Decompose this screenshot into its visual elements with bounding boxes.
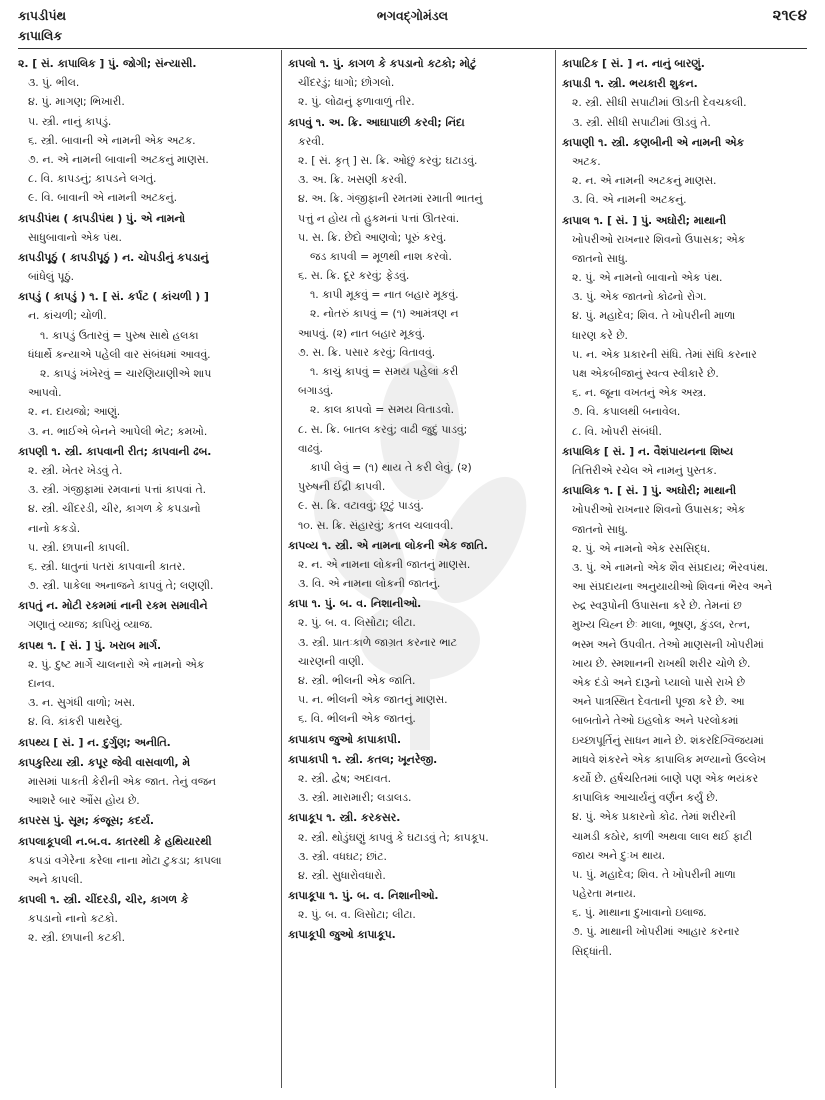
entry-sense-line: ૬. વિ. ભીલની એક જાતનું. (298, 712, 416, 726)
entry-sense-line: ૩. પું. ભીલ. (28, 76, 80, 90)
entry-headword-line: કાપડીપંથ ( કાપડીપંથ ) પું. એ નામનો (18, 211, 186, 225)
entry-sense-line: ૭. પું. માથાની ખોપરીમાં આહાર કરનાર (572, 925, 740, 939)
entry-sense-line: ખાય છે. સ્મશાનની રાખથી શરીર ચોળે છે. (572, 656, 751, 670)
page-number: ૨૧૯૪ (772, 6, 807, 24)
entry-sense-line: ૨. સ્ત્રી. સીધી સપાટીમાં ઊડતી દેવચકલી. (572, 96, 747, 110)
dictionary-entry (18, 733, 276, 752)
entry-headword-line: કાપથ ૧. [ સં. ] પું. ખરાબ માર્ગ. (18, 638, 162, 652)
entry-headword-line: કાપવ્ય ૧. સ્ત્રી. એ નામના લોકની એક જાતિ. (288, 538, 488, 552)
entry-headword-line: કાપડું ( કાપડું ) ૧. [ સં. કર્પટ ( કાંચળી ) ] (18, 290, 209, 304)
dictionary-entry (562, 54, 808, 73)
dictionary-entry (288, 925, 550, 944)
entry-sense-line: ૩. સ્ત્રી. સીધી સપાટીમાં ઊડવું તે. (572, 115, 711, 129)
entry-sense-line: ભસ્મ અને ઉપવીત. તેઓ માણસની ખોપરીમાં (572, 637, 764, 651)
entry-headword-line: કાપાલ ૧. [ સં. ] પું. અઘોરી; માથાની (562, 213, 727, 227)
dictionary-entry (562, 481, 808, 961)
entry-sense-line: પહેરતા મનાય. (572, 887, 637, 901)
dictionary-entry (18, 54, 276, 208)
entry-sense-line: મુખ્ય ચિહ્ન છેઃ માલા, ભૂષણ, કુંડલ, રત્ન, (572, 618, 751, 632)
entry-sense-line: જાય અને દુઃખ થાય. (572, 848, 666, 862)
entry-headword-line: કાપાલિક ૧. [ સં. ] પું. અઘોરી; માથાની (562, 484, 737, 498)
entry-sense-line: ૬. સ્ત્રી. બાવાની એ નામની એક અટક. (28, 133, 196, 147)
entry-sense-line: જાતનો સાધુ. (572, 251, 628, 265)
entry-sense-line: નાનો કકડો. (28, 521, 81, 535)
entry-sense-line: વાઢવું. (298, 441, 323, 455)
entry-sense-line: ૪. પું. એક પ્રકારનો કોઢ. તેમાં શરીરની (572, 810, 737, 824)
entry-sense-line: ૫. ન. ભીલની એક જાતનું માણસ. (298, 693, 448, 707)
entry-sense-line: ૮. વિ. ખોપરી સંબંધી. (572, 424, 662, 438)
dictionary-entry (18, 753, 276, 811)
entry-headword-line: કાપાણી ૧. સ્ત્રી. કણબીની એ નામની એક (562, 135, 744, 149)
entry-sense-line: ૩. વિ. એ નામના લોકની જાતનું. (298, 577, 441, 591)
dictionary-entry (18, 287, 276, 441)
entry-sense-line: પક્ષ એકબીજાનું સ્વત્વ સ્વીકારે છે. (572, 367, 719, 380)
entry-headword-line: કાપલાકૂપલી ન.બ.વ. કાતરથી કે હથિયારથી (18, 834, 212, 848)
entry-sense-line: ૧. કાપડું ઉતારવું = પુરુષ સાથે હલકા (40, 328, 199, 342)
entry-sense-line: ૪. પું. માગણ; ભિખારી. (28, 95, 125, 109)
entry-sense-line: ૩. ન. ભાઈએ બેનને આપેલી ભેટ; કમખો. (28, 424, 208, 438)
entry-sense-line: ૩. સ્ત્રી. ગંજીફામાં રમવાનાં પત્તાં કાપવાં તે. (28, 483, 207, 497)
entry-sense-line: ૩. અ. ક્રિ. ખસણી કરવી. (298, 173, 408, 187)
entry-sense-line: કપડાં વગેરેના કરેલા નાના મોટા ટુકડા; કાપલા (28, 853, 222, 867)
entry-headword-line: કાપણી ૧. સ્ત્રી. કાપવાની રીત; કાપવાની ઢબ. (18, 444, 212, 458)
dictionary-entry (18, 248, 276, 286)
entry-sense-line: ૬. ન. જૂના વખતનું એક અસ્ત્ર. (572, 386, 707, 400)
entry-sense-line: ૬. સ. ક્રિ. દૂર કરવું; ફેડવું. (298, 269, 410, 283)
entry-sense-line: ૪. પું. મહાદેવ; શિવ. તે ખોપરીની માળા (572, 309, 736, 323)
entry-sense-line: કર્યો છે. હર્ષચરિતમાં બાણે પણ એક ભયંકર (572, 771, 759, 785)
dictionary-entry (562, 74, 808, 132)
entry-sense-line: આપવું. (૨) નાત બહાર મૂકવું. (298, 326, 426, 340)
entry-sense-line: ૨. પું. દુષ્ટ માર્ગે ચાલનારો એ નામનો એક (28, 657, 205, 671)
entry-headword-line: કાપાકાપ જુઓ કાપાકાપી. (288, 732, 402, 746)
entry-sense-line: ખોપરીઓ રાખનાર શિવનો ઉપાસક; એક (572, 503, 746, 517)
column-divider (555, 50, 556, 1088)
entry-sense-line: કાપાલિક આચાર્યનું વર્ણન કર્યું છે. (572, 791, 719, 805)
entry-headword-line: કાપાકૂપા ૧. પું. બ. વ. નિશાનીઓ. (288, 889, 439, 903)
entry-headword-line: કાપવું ૧. અ. ક્રિ. આઘાપાછી કરવી; નિંદા (288, 115, 465, 129)
entry-sense-line: ચીંદરડું; ધાગો; છોગલો. (298, 76, 395, 90)
entry-sense-line: ૩. ન. સુગંધી વાળો; ખસ. (28, 696, 136, 710)
dictionary-entry (18, 832, 276, 890)
entry-sense-line: ચામડી કઠોર, કાળી અથવા લાલ થઈ ફાટી (572, 829, 753, 843)
dictionary-entry (288, 730, 550, 749)
entry-sense-line: એક દંડો અને દારૂનો પ્યાલો પાસે રાખે છે (572, 676, 745, 689)
entry-sense-line: અને કાપલી. (28, 872, 83, 886)
entry-sense-line: ૨. સ્ત્રી. થોડુંઘણું કાપવું કે ઘટાડવું તે; કાપકૂપ. (298, 830, 489, 844)
entry-headword-line: કાપાકૂપી જુઓ કાપાકૂપ. (288, 928, 396, 942)
entry-sense-line: ૪. સ્ત્રી. ભીલની એક જાતિ. (298, 674, 416, 687)
entry-headword-line: કાપલો ૧. પું. કાગળ કે કપડાનો કટકો; મોટું (288, 57, 477, 70)
dictionary-entry (288, 594, 550, 728)
entry-sense-line: આશરે બાર ઔંસ હોય છે. (28, 794, 140, 808)
running-title: ભગવદ્ગોમંડલ (376, 8, 449, 23)
entry-sense-line: ૨. ન. દાયજો; આણું. (28, 405, 121, 419)
entry-sense-line: ૨. પું. લોઢાનું ફળાવાળું તીર. (298, 95, 415, 109)
entry-sense-line: ૩. પું. એક જાતનો કોઢનો રોગ. (572, 290, 707, 304)
entry-sense-line: તિત્તિરીએ રચેલ એ નામનું પુસ્તક. (572, 463, 717, 477)
entry-sense-line: ૩. સ્ત્રી. પ્રાતઃકાળે જાગ્રત કરનાર ભાટ (298, 635, 457, 649)
page-header (18, 6, 807, 28)
entry-headword-line: કાપાડી ૧. સ્ત્રી. ભયકારી શુકન. (562, 77, 698, 91)
entry-sense-line: ૫. સ. ક્રિ. છેદો આણવો; પૂરું કરવું. (298, 230, 447, 244)
entry-sense-line: ૩. વિ. એ નામની અટકનું. (572, 193, 687, 207)
dictionary-entry (288, 113, 550, 535)
dictionary-entry (18, 596, 276, 634)
entry-sense-line: અટક. (572, 154, 601, 168)
entry-sense-line: ૭. સ્ત્રી. પાકેલા અનાજને કાપવું તે; લણણી. (28, 579, 214, 593)
entry-sense-line: બાબતોને તેઓ ઇહલોક અને પરલોકમાં (572, 714, 739, 728)
entry-sense-line: માસમાં પાકતી કેરીની એક જાત. તેનું વજન (28, 774, 216, 788)
entry-sense-line: ૬. પું. માથાના દુખાવાનો ઇલાજ. (572, 906, 707, 920)
entry-sense-line: ૨. કાલ કાપવો = સમય વિતાડવો. (310, 403, 455, 417)
entry-headword-line: કાપાકાપી ૧. સ્ત્રી. કતલ; ખૂનરેજી. (288, 752, 438, 766)
dictionary-entry (562, 133, 808, 210)
entry-headword-line: ૨. [ સં. કાપાલિક ] પું. જોગી; સંન્યાસી. (18, 57, 197, 70)
entry-sense-line: આપવો. (28, 386, 62, 400)
entry-headword-line: કાપલી ૧. સ્ત્રી. ચીંદરડી, ચીર, કાગળ કે (18, 893, 189, 907)
entry-sense-line: ૨. પું. એ નામનો બાવાનો એક પંથ. (572, 271, 723, 285)
entry-sense-line: ઇચ્છાપૂર્તિનું સાધન માને છે. શંકરદિગ્વિજયમાં (572, 733, 764, 747)
entry-sense-line: ૬. સ્ત્રી. ધાતુનાં પતરાં કાપવાની કાતર. (28, 559, 186, 573)
entry-sense-line: ન. કાંચળી; ચોળી. (28, 309, 107, 323)
entry-sense-line: ખોપરીઓ રાખનાર શિવનો ઉપાસક; એક (572, 232, 746, 246)
entry-sense-line: ૪. સ્ત્રી. ચીંદરડી, ચીર, કાગળ કે કપડાનો (28, 502, 201, 516)
entry-sense-line: બાંધેલું પૂઠું. (28, 270, 75, 284)
entry-sense-line: ૪. સ્ત્રી. સુધારોવધારો. (298, 868, 386, 882)
entry-sense-line: કપડાનો નાનો કટકો. (28, 912, 118, 926)
entry-sense-line: ૮. વિ. કાપડનું; કાપડને લગતું. (28, 172, 157, 186)
dictionary-entry (288, 808, 550, 885)
entry-sense-line: આ સંપ્રદાયના અનુયાયીઓ શિવનાં ભૈરવ અને (572, 580, 773, 594)
dictionary-entry (18, 442, 276, 596)
entry-sense-line: કાપી લેવું = (૧) થાય તે કરી લેવું. (૨) (310, 460, 472, 474)
entry-sense-line: ૩. સ્ત્રી. મારામારી; લડાલડ. (298, 791, 412, 805)
entry-sense-line: દાનવ. (28, 677, 55, 690)
entry-sense-line: અને પાત્રસ્થિત દેવતાની પૂજા કરે છે. આ (572, 695, 745, 709)
entry-headword-line: કાપકુરિયા સ્ત્રી. કપૂર જેવી વાસવાળી, મે (18, 755, 190, 769)
entry-sense-line: ધારણ કરે છે. (572, 328, 628, 342)
entry-sense-line: ૧. કાપી મૂકવું = નાત બહાર મૂકવું. (310, 288, 459, 302)
dictionary-entry (562, 211, 808, 441)
entry-sense-line: ૪. અ. ક્રિ. ગંજીફાની રમતમાં રમાતી ભાતનું (298, 192, 483, 206)
entry-sense-line: ૯. સ. ક્રિ. વટાવવું; છૂટું પાડવું. (298, 499, 424, 513)
entry-headword-line: કાપડીપૂઠું ( કાપડીપૂઠું ) ન. ચોપડીનું કપડાનું (18, 250, 209, 264)
entry-sense-line: ૨. નોતરું કાપવું = (૧) આમંત્રણ ન (310, 307, 459, 321)
entry-sense-line: ૫. પું. મહાદેવ; શિવ. તે ખોપરીની માળા (572, 867, 736, 881)
dictionary-entry (288, 536, 550, 594)
entry-sense-line: ૮. સ. ક્રિ. બાતલ કરવું; વાઢી જુદું પાડવું; (298, 422, 468, 436)
entry-headword-line: કાપાકૂપ ૧. સ્ત્રી. કરકસર. (288, 811, 401, 825)
entry-sense-line: ૧. કાચું કાપવું = સમય પહેલાં કરી (310, 365, 459, 378)
entry-sense-line: ૫. સ્ત્રી. છાપાની કાપલી. (28, 540, 130, 554)
column-3 (562, 54, 808, 962)
entry-headword-line: કાપાલિક [ સં. ] ન. વૈશંપાયનના શિષ્ય (562, 444, 734, 458)
entry-headword-line: કાપથ્ય [ સં. ] ન. દુર્ગુણ; અનીતિ. (18, 735, 171, 749)
entry-sense-line: ૧૦. સ. ક્રિ. સંહારવું; કતલ ચલાવવી. (298, 518, 454, 532)
entry-sense-line: પત્તું ન હોય તો હુકમનાં પત્તાં ઊતરવાં. (298, 211, 460, 225)
guide-word-first: કાપડીપંથ (18, 8, 67, 23)
entry-sense-line: રુદ્ર સ્વરૂપોની ઉપાસના કરે છે. તેમનાં છ (572, 599, 742, 613)
dictionary-entry (562, 442, 808, 480)
entry-sense-line: ૯. વિ. બાવાની એ નામની અટકનું. (28, 191, 178, 205)
entry-headword-line: કાપરસ પું. સૂમ; કંજૂસ; કદર્ય. (18, 814, 154, 828)
entry-sense-line: ૨. સ્ત્રી. છાપાની કટકી. (28, 931, 126, 945)
entry-sense-line: ૭. ન. એ નામની બાવાની અટકનું માણસ. (28, 152, 209, 166)
entry-sense-line: ૨. પું. એ નામનો એક રસસિદ્ધ. (572, 541, 711, 555)
entry-sense-line: ૨. કાપડું ખંખેરવું = ચારણિયાણીએ શાપ (40, 367, 212, 380)
entry-sense-line: બગાડવું. (298, 384, 334, 398)
dictionary-entry (288, 750, 550, 808)
dictionary-entry (18, 811, 276, 830)
entry-sense-line: ૨. ન. એ નામના લોકની જાતનું માણસ. (298, 557, 471, 571)
entry-sense-line: ધંધાર્થે કન્યાએ પહેલી વાર સંબંધમાં આવવું. (28, 347, 211, 361)
entry-sense-line: ૨. [ સં. કૃત્ ] સ. ક્રિ. ઓછું કરવું; ઘટાડવું. (298, 153, 478, 167)
entry-sense-line: ૨. પું. બ. વ. લિસોટા; લીટા. (298, 908, 416, 922)
guide-word-last: કાપાલિક (18, 28, 63, 43)
entry-headword-line: કાપાટિક [ સં. ] ન. નાનું બારણું. (562, 57, 705, 70)
entry-sense-line: જડ કાપવી = મૂળથી નાશ કરવો. (310, 249, 452, 263)
dictionary-entry (288, 886, 550, 924)
dictionary-entry (288, 54, 550, 112)
entry-sense-line: ૨. ન. એ નામની અટકનું માણસ. (572, 174, 717, 188)
entry-sense-line: પુરુષની ઈંદ્રી કાપવી. (298, 480, 386, 494)
entry-sense-line: ૨. પું. બ. વ. લિસોટા; લીટા. (298, 616, 416, 630)
entry-sense-line: ૫. ન. એક પ્રકારની સંધિ. તેમાં સંધિ કરનાર (572, 347, 757, 361)
column-divider (281, 50, 282, 1088)
entry-sense-line: ૩. સ્ત્રી. વધઘટ; છાંટ. (298, 849, 387, 863)
entry-sense-line: ૫. સ્ત્રી. નાનું કાપડું. (28, 114, 112, 128)
column-2 (288, 54, 550, 946)
dictionary-entry (18, 890, 276, 948)
entry-headword-line: કાપતું ન. મોટી રકમમાં નાની રકમ સમાવીને (18, 599, 208, 613)
entry-sense-line: ગણાતું વ્યાજ; કાપિયું વ્યાજ. (28, 618, 153, 632)
entry-sense-line: કરવી. (298, 134, 325, 148)
dictionary-entry (18, 209, 276, 247)
entry-headword-line: કાપા ૧. પું. બ. વ. નિશાનીઓ. (288, 597, 422, 611)
entry-sense-line: સિદ્ધાંતી. (572, 944, 613, 958)
entry-sense-line: સાધુબાવાનો એક પંથ. (28, 230, 122, 244)
header-rule (18, 48, 807, 49)
entry-sense-line: ૨. સ્ત્રી. દ્વેષ; અદાવત. (298, 771, 392, 785)
entry-sense-line: ૨. સ્ત્રી. ખેતર ખેડવું તે. (28, 463, 123, 477)
entry-sense-line: ૭. વિ. કપાલથી બનાવેલ. (572, 405, 681, 419)
entry-sense-line: ચારણની વાણી. (298, 654, 365, 668)
entry-sense-line: ૭. સ. ક્રિ. પસાર કરવું; વિતાવવું. (298, 345, 436, 359)
column-1 (18, 54, 276, 949)
entry-sense-line: ૩. પું. એ નામનો એક શૈવ સંપ્રદાય; ભૈરવપંથ. (572, 560, 769, 574)
entry-sense-line: ૪. વિ. કાંકરી પાથરેલું. (28, 715, 123, 729)
entry-sense-line: જાતનો સાધુ. (572, 522, 628, 536)
dictionary-entry (18, 636, 276, 732)
entry-sense-line: માધવે શંકરને એક કાપાલિક મળ્યાનો ઉલ્લેખ (572, 752, 766, 766)
